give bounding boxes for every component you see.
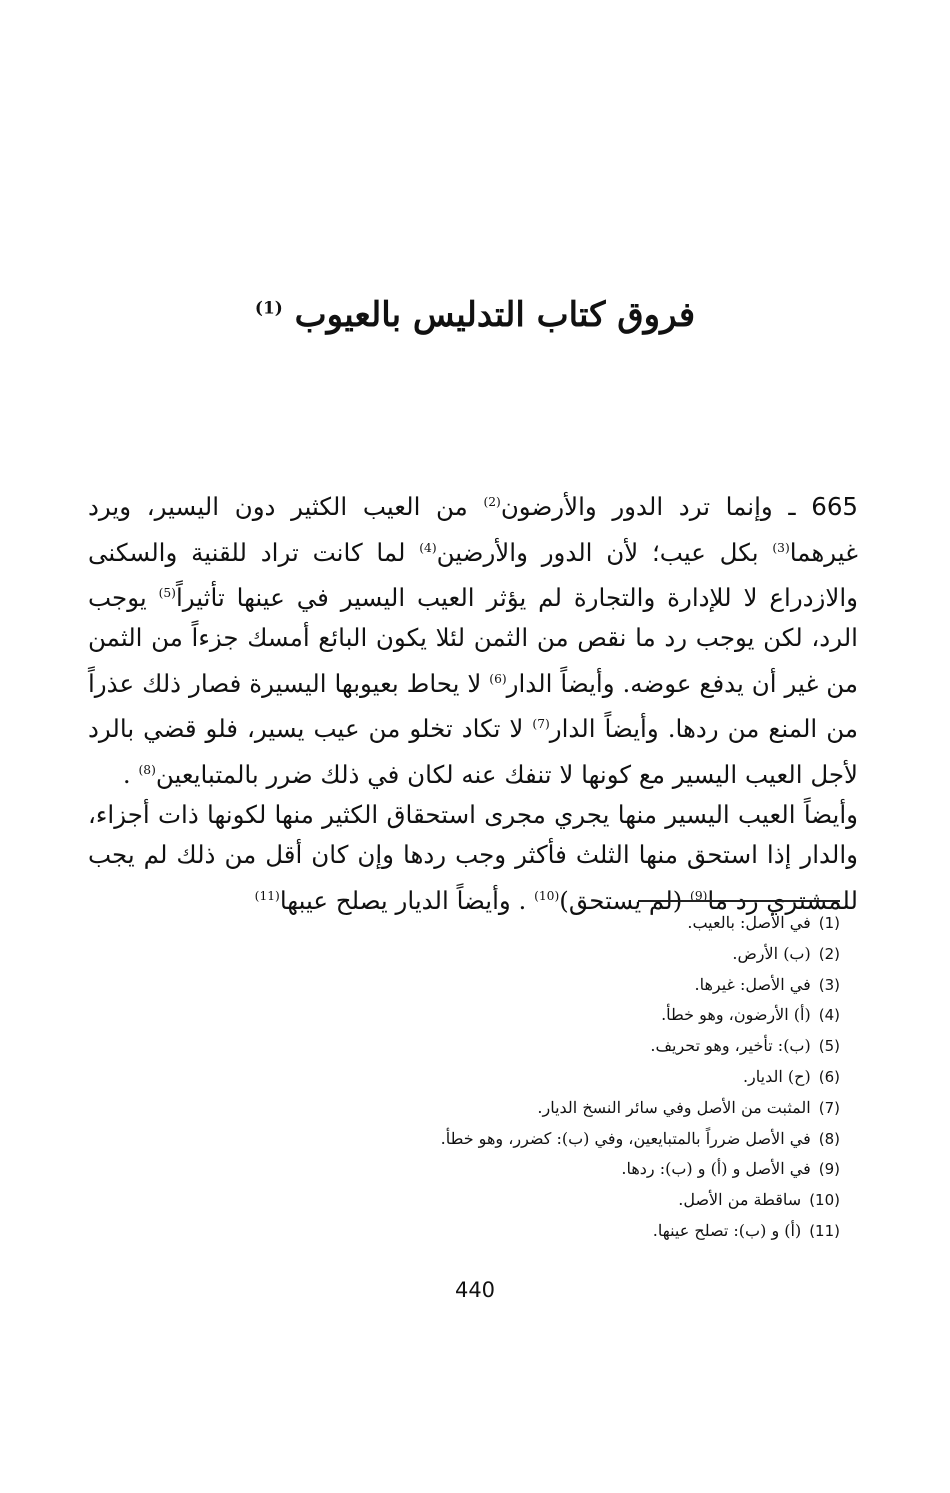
text-run: من العيب الكثير دون اليسير، ويرد غيرهما <box>88 492 858 567</box>
footnote-text: في الأصل ضرراً بالمتبايعين، وفي (ب): كضرر، وهو خطأ. <box>440 1128 811 1148</box>
text-run: بكل عيب؛ لأن الدور والأرضين <box>436 537 773 567</box>
text-run: (لم يستحق) <box>559 885 691 915</box>
footnote-text: (ح) الديار. <box>742 1066 811 1086</box>
footnote-text: (ب) الأرض. <box>732 943 811 963</box>
footnote-item <box>300 1124 840 1155</box>
footnote-text: المثبت من الأصل وفي سائر النسخ الديار. <box>537 1097 811 1117</box>
footnote-number: (1) <box>818 914 840 932</box>
footnote-item <box>300 1031 840 1062</box>
footnote-item <box>300 1000 840 1031</box>
footnote-item <box>300 908 840 939</box>
footnote-marker: (11) <box>254 888 280 903</box>
footnote-number: (7) <box>818 1098 840 1117</box>
text-run: ـ وإنما ترد الدور والأرضون <box>500 492 812 522</box>
footnote-divider <box>638 900 840 902</box>
text-run: لا تكاد تخلو من عيب يسير، فلو قضي بالرد لأجل العيب اليسير مع كونها لا تنفك عنه لكان في ذلك ضرر بالمتبايعين <box>88 714 858 789</box>
text-run: . وأيضاً الديار يصلح عيبها <box>279 885 535 915</box>
footnote-text: (أ) و (ب): تصلح عينها. <box>652 1220 802 1240</box>
footnote-item <box>300 939 840 970</box>
footnote-item <box>300 1093 840 1124</box>
footnote-number: (11) <box>809 1221 840 1240</box>
footnote-text: في الأصل: بالعيب. <box>687 913 811 932</box>
footnote-number: (3) <box>818 975 840 994</box>
footnote-item <box>300 1185 840 1216</box>
footnote-marker: (4) <box>419 540 437 555</box>
paragraph-1-content <box>88 492 858 789</box>
text-run: لما كانت تراد للقنية والسكنى والازدراع لا للإدارة والتجارة لم يؤثر العيب اليسير في عينها تأثيراً <box>88 537 859 613</box>
footnote-marker: (2) <box>483 495 501 509</box>
footnote-marker: (3) <box>772 540 790 555</box>
footnote-item <box>300 1154 840 1185</box>
section-number: 665 <box>811 492 858 522</box>
footnote-marker: (6) <box>489 671 507 686</box>
footnote-number: (2) <box>818 944 840 963</box>
chapter-title <box>0 295 950 335</box>
footnote-marker: (10) <box>534 888 560 903</box>
main-text <box>88 482 858 921</box>
text-run: يوجب الرد، لكن يوجب رد ما نقص من الثمن لئلا يكون البائع أمسك جزءاً من الثمن من غير أن يدفع عوضه. وأيضاً الدار <box>88 583 858 698</box>
page-number: 440 <box>454 1278 496 1302</box>
footnote-item <box>300 970 840 1001</box>
footnote-marker: (9) <box>690 888 708 903</box>
footnote-text: (ب): تأخير، وهو تحريف. <box>650 1036 811 1056</box>
footnote-text: ساقطة من الأصل. <box>678 1190 802 1210</box>
footnote-marker: (8) <box>138 762 156 777</box>
footnote-text: (أ) الأرضون، وهو خطأ. <box>661 1005 811 1025</box>
paragraph-2 <box>88 795 858 921</box>
footnote-number: (6) <box>818 1067 840 1086</box>
paragraph-2-content <box>88 800 858 915</box>
footnote-number: (9) <box>818 1160 840 1179</box>
footnote-text: في الأصل: غيرها. <box>694 974 811 994</box>
footnote-number: (10) <box>809 1191 840 1210</box>
text-run: وأيضاً العيب اليسير منها يجري مجرى استحقاق الكثير منها لكونها ذات أجزاء، والدار إذا استحق منها الثلث فأكثر وجب ردها وإن كان أقل من ذلك لم يجب للمشتري رد ما <box>88 800 858 915</box>
footnote-item <box>300 1216 840 1247</box>
footnote-item <box>300 1062 840 1093</box>
footnote-marker: (5) <box>158 585 176 600</box>
footnote-number: (8) <box>818 1129 840 1148</box>
paragraph-1 <box>88 482 858 795</box>
text-run: . <box>122 759 139 789</box>
footnote-text: في الأصل و (أ) و (ب): ردها. <box>621 1159 811 1179</box>
text-run: لا يحاط بعيوبها اليسيرة فصار ذلك عذراً من المنع من ردها. وأيضاً الدار <box>88 668 858 744</box>
title-footnote-marker: (1) <box>254 298 283 319</box>
footnote-number: (4) <box>818 1006 840 1025</box>
footnotes-list <box>300 908 840 1247</box>
footnote-number: (5) <box>818 1037 840 1056</box>
footnote-marker: (7) <box>532 717 550 732</box>
chapter-title-text: فروق كتاب التدليس بالعيوب <box>294 295 696 335</box>
